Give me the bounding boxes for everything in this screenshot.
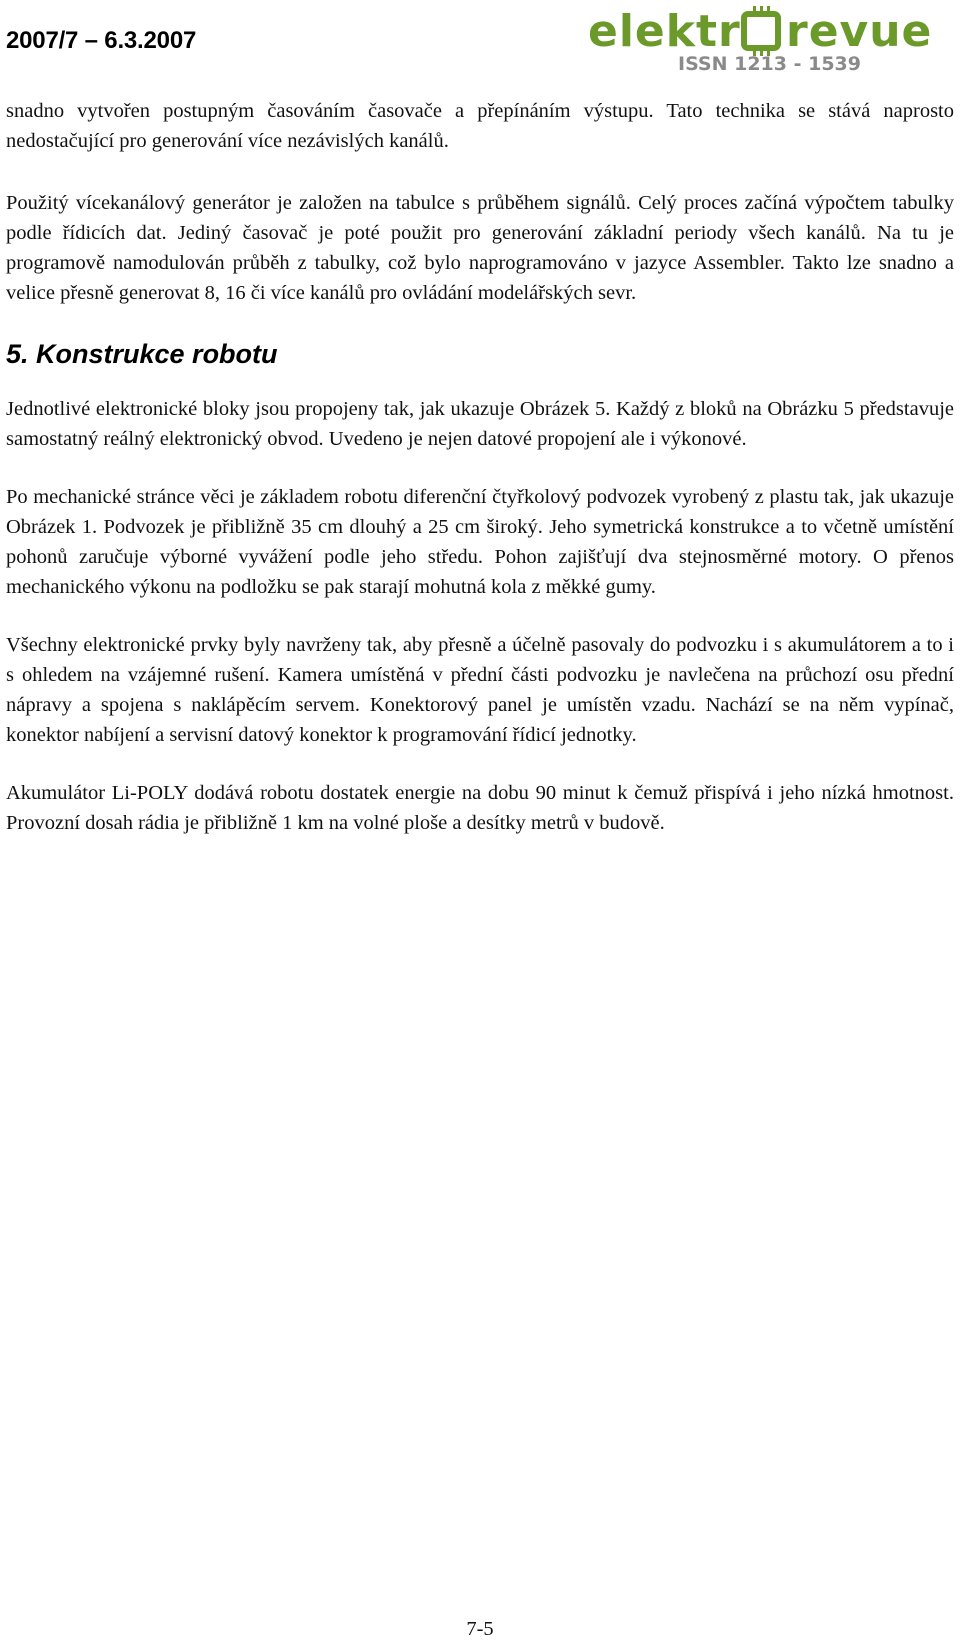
paragraph: snadno vytvořen postupným časováním časovače a přepínáním výstupu. Tato technika se stává naprosto nedostačující pro generování více nezávislých kanálů. bbox=[6, 100, 954, 152]
page-number: 7-5 bbox=[466, 1618, 494, 1640]
logo-text-left: elektr bbox=[588, 6, 741, 57]
chip-icon bbox=[744, 6, 778, 56]
section-heading: 5. Konstrukce robotu bbox=[6, 339, 278, 369]
article-body bbox=[6, 96, 954, 866]
elektrorevue-logo bbox=[586, 2, 956, 74]
paragraph: Použitý vícekanálový generátor je založen na tabulce s průběhem signálů. Celý proces začíná výpočtem tabulky podle řídicích dat. Jediný časovač je poté použit pro generování základní periody všech kanálů. Na tu je programově namodulován průběh z tabulky, což bylo naprogramováno v jazyce Assembler. Takto lze snadno a velice přesně generovat 8, 16 či více kanálů pro ovládání modelářských sevr. bbox=[6, 192, 954, 304]
logo-text-right: revue bbox=[786, 6, 933, 57]
issue-date: 2007/7 – 6.3.2007 bbox=[6, 27, 197, 54]
logo-issn: ISSN 1213 - 1539 bbox=[678, 53, 861, 74]
paragraph: Všechny elektronické prvky byly navrženy tak, aby přesně a účelně pasovaly do podvozku i s akumulátorem a to i s ohledem na vzájemné rušení. Kamera umístěná v přední části podvozku je navlečena na průchozí osu přední nápravy a spojena s naklápěcím servem. Konektorový panel je umístěn vzadu. Nachází se na něm vypínač, konektor nabíjení a servisní datový konektor k programování řídicí jednotky. bbox=[6, 634, 954, 746]
paragraph: Akumulátor Li-POLY dodává robotu dostatek energie na dobu 90 minut k čemuž přispívá i jeho nízká hmotnost. Provozní dosah rádia je přibližně 1 km na volné ploše a desítky metrů v budově. bbox=[6, 782, 954, 834]
page-header bbox=[0, 0, 960, 80]
paragraph: Jednotlivé elektronické bloky jsou propojeny tak, jak ukazuje Obrázek 5. Každý z bloků na Obrázku 5 představuje samostatný reálný elektronický obvod. Uvedeno je nejen datové propojení ale i výkonové. bbox=[6, 398, 954, 450]
paragraph: Po mechanické stránce věci je základem robotu diferenční čtyřkolový podvozek vyrobený z plastu tak, jak ukazuje Obrázek 1. Podvozek je přibližně 35 cm dlouhý a 25 cm široký. Jeho symetrická konstrukce a to včetně umístění pohonů zaručuje výborné vyvážení podle jeho středu. Pohon zajišťují dva stejnosměrné motory. O přenos mechanického výkonu na podložku se pak starají mohutná kola z měkké gumy. bbox=[6, 486, 954, 598]
